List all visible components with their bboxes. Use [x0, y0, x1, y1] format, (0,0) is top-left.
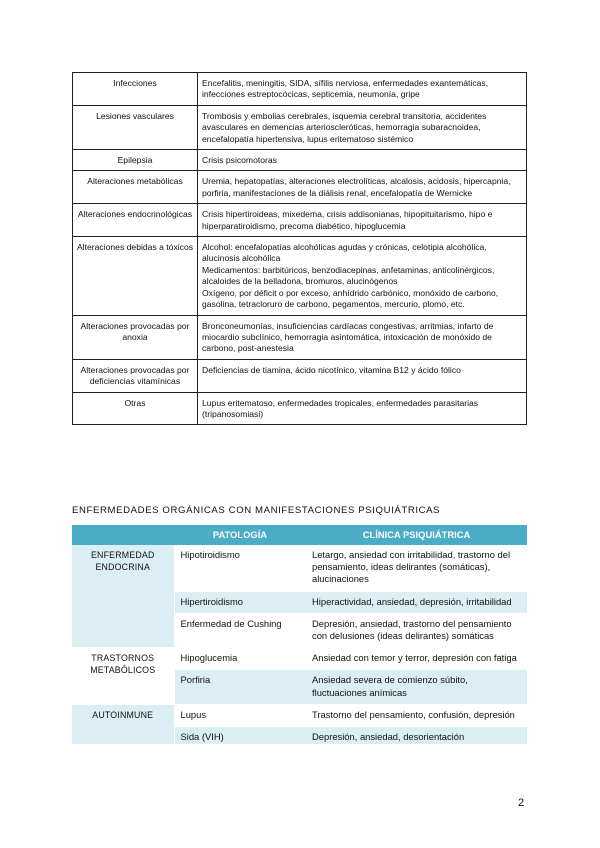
row-text: Encefalitis, meningitis, SIDA, sífilis nerviosa, enfermedades exantemáticas, infecciones estreptocócicas, septicemia, neumonía, gripe	[198, 73, 527, 106]
patologia-cell: Lupus	[174, 704, 306, 726]
clinica-cell: Depresión, ansiedad, trastorno del pensamiento con delusiones (ideas delirantes) somáticas	[306, 613, 527, 647]
table-row	[73, 315, 527, 359]
row-text: Crisis psicomotoras	[198, 150, 527, 171]
header-row	[72, 525, 527, 545]
category-cell: AUTOINMUNE	[72, 704, 174, 744]
table-row	[73, 359, 527, 392]
row-text: Bronconeumonías, insuficiencias cardíacas congestivas, arritmias, infarto de miocardio subclínico, hemorragia asintomática, intoxicación de monóxido de carbono, post-anestesia	[198, 315, 527, 359]
row-text: Lupus eritematoso, enfermedades tropicales, enfermedades parasitarias (tripanosomiasi)	[198, 392, 527, 425]
clinica-cell: Ansiedad con temor y terror, depresión con fatiga	[306, 648, 527, 670]
patologia-cell: Enfermedad de Cushing	[174, 613, 306, 647]
row-label: Alteraciones debidas a tóxicos	[73, 237, 198, 315]
psychiatric-manifestations-table	[72, 525, 527, 745]
header-patologia: PATOLOGÍA	[174, 525, 306, 545]
row-label: Epilepsia	[73, 150, 198, 171]
patologia-cell: Sida (VIH)	[174, 727, 306, 745]
row-text: Uremia, hepatopatías, alteraciones electrolíticas, alcalosis, acidosis, hipercapnia, porfiria, manifestaciones de la diálisis renal, encefalopatía de Wernicke	[198, 171, 527, 204]
row-label: Otras	[73, 392, 198, 425]
clinica-cell: Letargo, ansiedad con irritabilidad, trastorno del pensamiento, ideas delirantes (somáticas), alucinaciones	[306, 545, 527, 591]
patologia-cell: Hipoglucemia	[174, 648, 306, 670]
row-text	[198, 237, 527, 315]
category-cell: TRASTORNOS METABÓLICOS	[72, 648, 174, 705]
patologia-cell: Porfiria	[174, 670, 306, 704]
clinica-cell: Ansiedad severa de comienzo súbito, fluctuaciones anímicas	[306, 670, 527, 704]
category-cell: ENFERMEDAD ENDOCRINA	[72, 545, 174, 648]
row-text: Crisis hipertiroideas, mixedema, crisis addisonianas, hipopituitarismo, hipo e hiperparatiroidismo, precoma diabético, hipoglucemia	[198, 204, 527, 237]
table-row	[73, 237, 527, 315]
toxic-other-line: Oxígeno, por déficit o por exceso, anhídrido carbónico, monóxido de carbono, gasolina, tetracloruro de carbono, pegamentos, mercurio, plomo, etc.	[202, 287, 499, 310]
patologia-cell: Hipotiroidismo	[174, 545, 306, 591]
page-number: 2	[518, 797, 525, 809]
table-row	[73, 73, 527, 106]
clinica-cell: Hiperactividad, ansiedad, depresión, irritabilidad	[306, 591, 527, 613]
table-row	[73, 204, 527, 237]
row-text: Trombosis y embolias cerebrales, isquemia cerebral transitoria, accidentes avasculares en demencias arterioscleróticas, hemorragia subaracnoidea, encefalopatía hipertensiva, lupus eritematoso sistémico	[198, 105, 527, 149]
section-title: ENFERMEDADES ORGÁNICAS CON MANIFESTACIONES PSIQUIÁTRICAS	[72, 505, 441, 516]
row-label: Lesiones vasculares	[73, 105, 198, 149]
row-label: Alteraciones provocadas por deficiencias vitamínicas	[73, 359, 198, 392]
table-row	[72, 545, 527, 591]
header-empty	[72, 525, 174, 545]
row-label: Infecciones	[73, 73, 198, 106]
table-row	[73, 171, 527, 204]
clinica-cell: Depresión, ansiedad, desorientación	[306, 727, 527, 745]
table-row	[72, 704, 527, 726]
table-row	[73, 105, 527, 149]
clinica-cell: Trastorno del pensamiento, confusión, depresión	[306, 704, 527, 726]
row-label: Alteraciones endocrinológicas	[73, 204, 198, 237]
header-clinica: CLÍNICA PSIQUIÁTRICA	[306, 525, 527, 545]
toxic-alcohol-line: Alcohol: encefalopatías alcohólicas agudas y crónicas, celotipia alcohólica, alucinosis alcohólica	[202, 242, 487, 264]
patologia-cell: Hipertiroidismo	[174, 591, 306, 613]
causes-table	[72, 72, 527, 425]
table-row	[72, 648, 527, 670]
table-row	[73, 150, 527, 171]
row-label: Alteraciones metabólicas	[73, 171, 198, 204]
toxic-medication-line: Medicamentos: barbitúricos, benzodiacepinas, anfetaminas, anticolinérgicos, alcaloides de la belladona, bromuros, alucinógenos	[202, 264, 495, 287]
row-label: Alteraciones provocadas por anoxia	[73, 315, 198, 359]
row-text: Deficiencias de tiamina, ácido nicotínico, vitamina B12 y ácido fólico	[198, 359, 527, 392]
table-row	[73, 392, 527, 425]
